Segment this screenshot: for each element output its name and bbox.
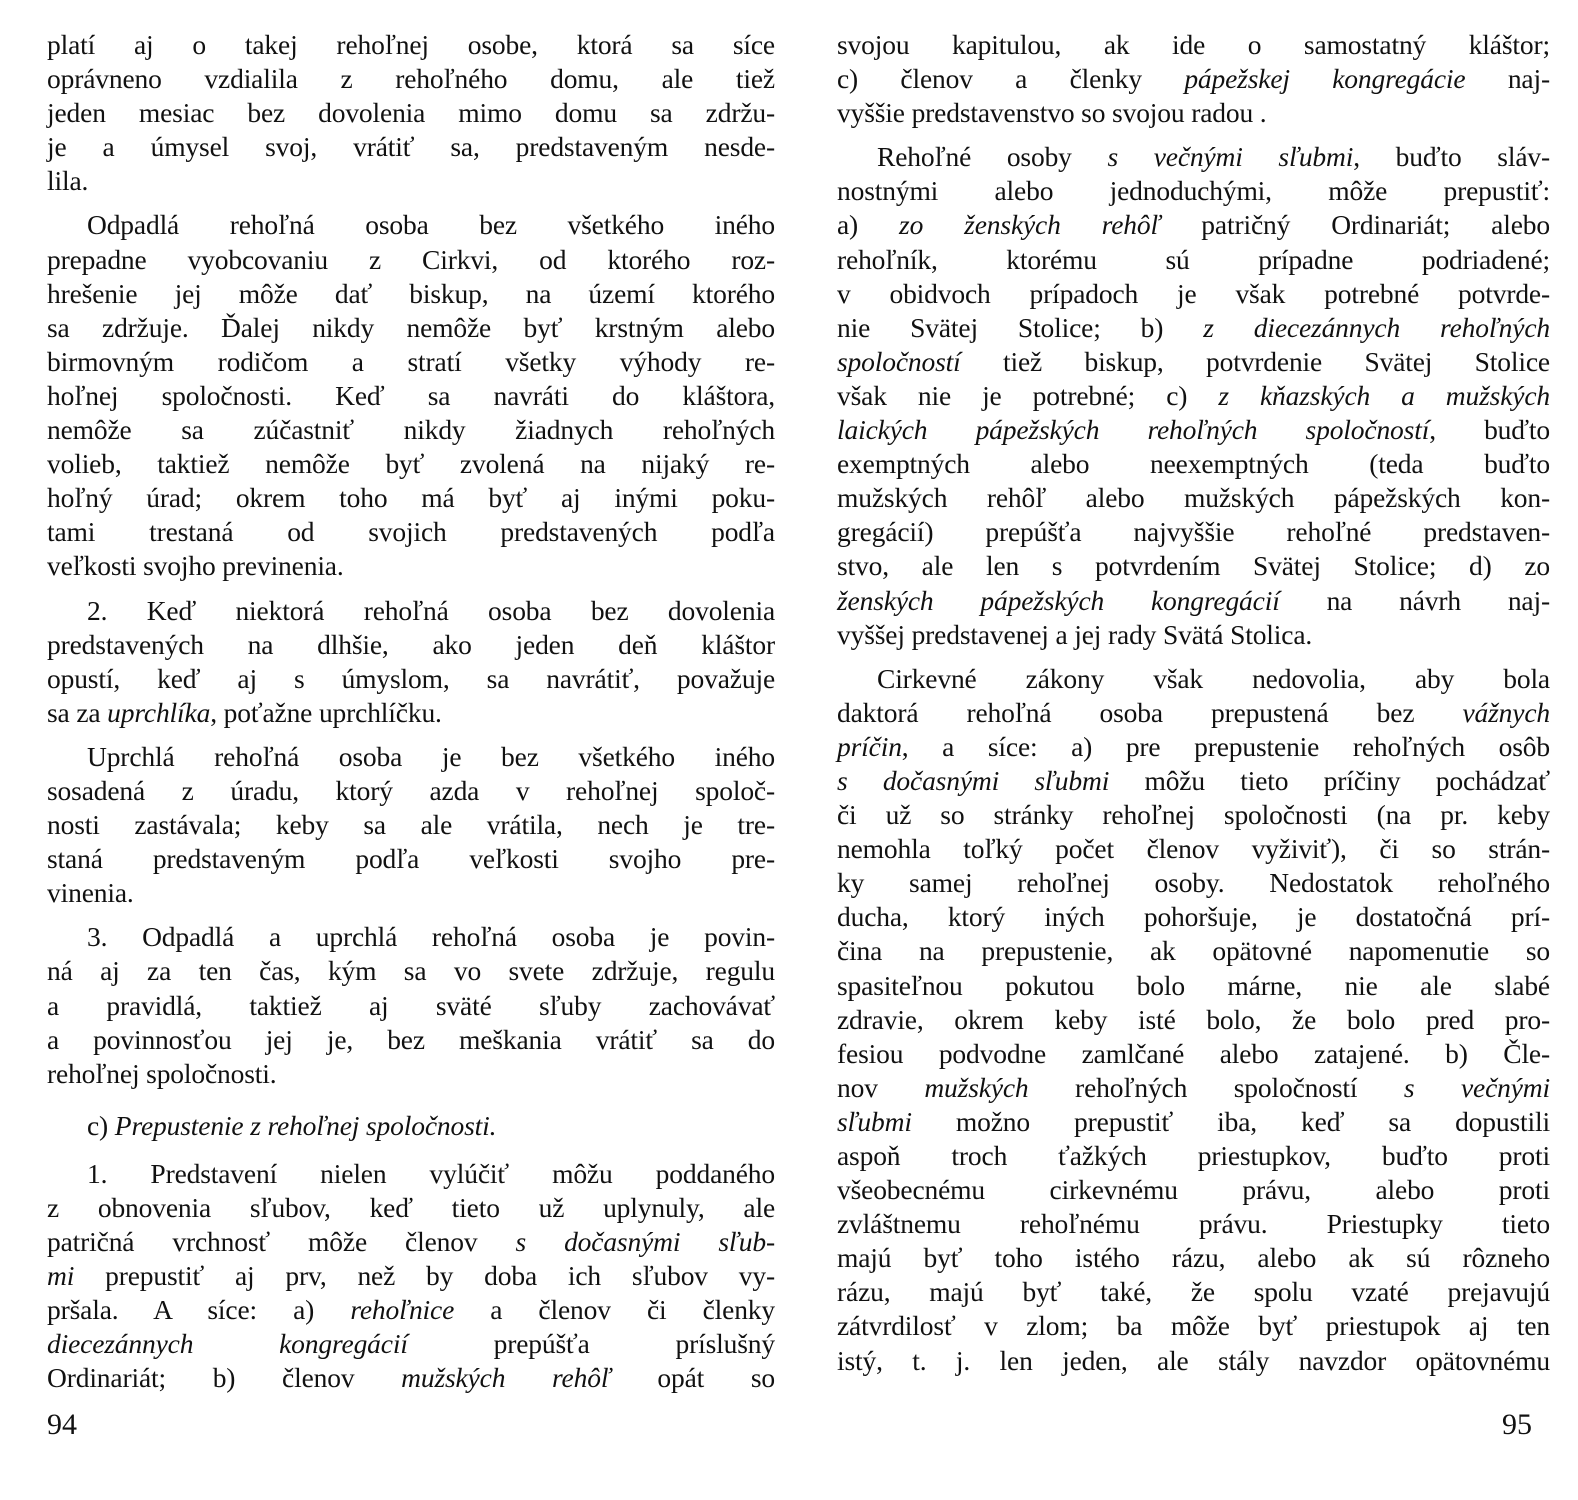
- text-segment: Uprchlá rehoľná osoba je bez všetkého iného: [87, 740, 775, 772]
- text-line: [837, 311, 1550, 345]
- paragraph: [47, 1157, 775, 1396]
- text-line: [47, 1157, 775, 1191]
- text-segment: sa za: [47, 696, 108, 728]
- text-line: [837, 764, 1550, 798]
- text-segment: a pravidlá, taktiež aj sväté sľuby zachovávať: [47, 989, 775, 1021]
- text-line: [47, 740, 775, 774]
- text-segment: daktorá rehoľná osoba prepustená bez: [837, 696, 1463, 728]
- text-line: [47, 413, 775, 447]
- text-segment: môžu tieto príčiny pochádzať: [1109, 764, 1550, 796]
- text-segment: jeden mesiac bez dovolenia mimo domu sa zdržu-: [47, 97, 775, 129]
- text-segment: nemohla toľký počet členov vyživiť), či so strán-: [837, 833, 1550, 865]
- paragraph: [837, 28, 1550, 130]
- text-line: [47, 1259, 775, 1293]
- text-line: [837, 28, 1550, 62]
- text-segment: svojou kapitulou, ak ide o samostatný kláštor;: [837, 29, 1550, 60]
- text-line: [47, 311, 775, 345]
- text-line: [837, 413, 1550, 447]
- text-segment: fesiou podvodne zamlčané alebo zatajené. b) Čle-: [837, 1037, 1550, 1069]
- text-segment: nostnými alebo jednoduchými, môže prepustiť:: [837, 175, 1550, 207]
- text-line: [837, 62, 1550, 96]
- text-segment: , buďto: [1429, 414, 1551, 446]
- text-line: [47, 594, 775, 628]
- paragraph: [47, 208, 775, 583]
- text-segment: 3. Odpadlá a uprchlá rehoľná osoba je povin-: [87, 921, 775, 953]
- text-segment: mužských rehôľ alebo mužských pápežských kon-: [837, 482, 1550, 514]
- italic-text: sľubmi: [837, 1105, 912, 1137]
- text-segment: nie Svätej Stolice; b): [837, 311, 1204, 343]
- text-segment: rázu, majú byť také, že spolu vzaté prejavujú: [837, 1276, 1550, 1308]
- text-line: [837, 1003, 1550, 1037]
- text-line: [47, 28, 775, 62]
- text-line: [837, 1344, 1550, 1378]
- text-line: [47, 549, 775, 583]
- text-line: [47, 164, 775, 198]
- text-segment: istý, t. j. len jeden, ale stály navzdor opätovnému: [837, 1344, 1550, 1376]
- text-line: [837, 798, 1550, 832]
- text-segment: rehoľnej spoločnosti.: [47, 1057, 277, 1089]
- text-line: [47, 662, 775, 696]
- text-line: [837, 730, 1550, 764]
- text-segment: na návrh naj-: [1279, 584, 1550, 616]
- text-segment: a povinnosťou jej je, bez meškania vrátiť sa do: [47, 1023, 775, 1055]
- text-line: [837, 934, 1550, 968]
- italic-text: z kňazských a mužských: [1218, 379, 1550, 411]
- text-line: [47, 842, 775, 876]
- text-line: [47, 876, 775, 910]
- text-segment: vinenia.: [47, 877, 134, 909]
- text-line: [837, 900, 1550, 934]
- text-segment: a členov či členky: [454, 1294, 775, 1326]
- italic-text: mužských rehôľ: [401, 1362, 611, 1394]
- text-segment: rehoľných spoločností: [1028, 1071, 1404, 1103]
- italic-text: príčin: [837, 730, 902, 762]
- text-segment: aspoň troch ťažkých priestupkov, buďto proti: [837, 1140, 1550, 1171]
- italic-text: s dočasnými sľubmi: [837, 764, 1110, 796]
- text-line: [837, 1173, 1550, 1207]
- text-line: [837, 584, 1550, 618]
- italic-text: ženských pápežských kongregácií: [837, 584, 1280, 616]
- text-line: [47, 989, 775, 1023]
- text-line: [837, 515, 1550, 549]
- text-line: [837, 140, 1550, 174]
- text-line: [837, 379, 1550, 413]
- text-segment: čina na prepustenie, ak opätovné napomenutie so: [837, 935, 1550, 967]
- text-segment: , a síce: a) pre prepustenie rehoľných osôb: [901, 730, 1550, 762]
- text-segment: rehoľník, ktorému sú prípadne podriadené;: [837, 243, 1550, 275]
- text-segment: veľkosti svojho previnenia.: [47, 550, 344, 582]
- text-line: [837, 662, 1550, 696]
- text-segment: tami trestaná od svojich predstavených podľa: [47, 516, 775, 548]
- text-segment: volieb, taktiež nemôže byť zvolená na nijaký re-: [47, 448, 775, 480]
- text-segment: nosti zastávala; keby sa ale vrátila, nech je tre-: [47, 809, 775, 841]
- text-line: [47, 62, 775, 96]
- italic-text: rehoľnice: [350, 1294, 455, 1326]
- text-segment: staná predstaveným podľa veľkosti svojho pre-: [47, 843, 775, 875]
- paragraph: [47, 740, 775, 910]
- text-segment: prepúšťa príslušný: [407, 1328, 775, 1360]
- italic-text: uprchlíka: [107, 696, 211, 728]
- text-segment: 2. Keď niektorá rehoľná osoba bez dovolenia: [87, 594, 775, 626]
- text-segment: ducha, ktorý iných pohoršuje, je dostatočná prí-: [837, 901, 1550, 933]
- paragraph: [47, 594, 775, 730]
- text-line: [47, 1327, 775, 1361]
- text-segment: , poťažne uprchlíčku.: [210, 696, 442, 728]
- text-line: [837, 243, 1550, 277]
- text-line: [837, 96, 1550, 130]
- text-line: [47, 1361, 775, 1395]
- text-segment: prepustiť aj prv, než by doba ich sľubov vy-: [74, 1260, 775, 1292]
- text-segment: však nie je potrebné; c): [837, 379, 1219, 411]
- text-line: [837, 549, 1550, 583]
- text-segment: predstavených na dlhšie, ako jeden deň kláštor: [47, 628, 775, 660]
- text-segment: patričná vrchnosť môže členov: [47, 1226, 516, 1258]
- text-segment: z obnovenia sľubov, keď tieto už uplynuly, ale: [47, 1192, 775, 1223]
- text-segment: prepadne vyobcovaniu z Cirkvi, od ktorého roz-: [47, 243, 775, 275]
- italic-text: laických pápežských rehoľných spoločností: [837, 414, 1430, 446]
- paragraph: [47, 28, 775, 198]
- italic-text: mužských: [924, 1071, 1029, 1103]
- text-segment: spasiteľnou pokutou bolo márne, nie ale slabé: [837, 969, 1550, 1001]
- text-segment: gregácií) prepúšťa najvyššie rehoľné predstaven-: [837, 516, 1550, 548]
- italic-text: zo ženských rehôľ: [899, 209, 1161, 241]
- text-segment: patričný Ordinariát; alebo: [1160, 209, 1550, 241]
- text-line: [47, 1023, 775, 1057]
- paragraph: [47, 920, 775, 1090]
- text-line: [837, 866, 1550, 900]
- text-segment: opustí, keď aj s úmyslom, sa navrátiť, považuje: [47, 662, 775, 694]
- text-line: [47, 1057, 775, 1091]
- text-segment: opát so: [610, 1362, 775, 1394]
- text-segment: vyššie predstavenstvo so svojou radou .: [837, 97, 1267, 129]
- text-line: [47, 481, 775, 515]
- text-segment: stvo, ale len s potvrdením Svätej Stolice; d) zo: [837, 550, 1550, 582]
- text-segment: naj-: [1465, 63, 1550, 95]
- text-line: [47, 345, 775, 379]
- text-segment: , buďto sláv-: [1353, 141, 1550, 173]
- text-segment: nemôže sa zúčastniť nikdy žiadnych rehoľných: [47, 414, 775, 446]
- italic-text: vážnych: [1462, 696, 1550, 728]
- text-line: [837, 174, 1550, 208]
- text-line: [47, 447, 775, 481]
- text-segment: majú byť toho istého rázu, alebo ak sú rôzneho: [837, 1242, 1550, 1274]
- text-segment: Ordinariát; b) členov: [47, 1362, 402, 1394]
- italic-text: pápežskej kongregácie: [1184, 63, 1466, 95]
- text-segment: vyššej predstavenej a jej rady Svätá Stolica.: [837, 618, 1313, 650]
- text-line: [837, 1207, 1550, 1241]
- text-segment: zátvrdilosť v zlom; ba môže byť priestupok aj ten: [837, 1310, 1550, 1342]
- text-line: [837, 1309, 1550, 1343]
- text-line: [47, 277, 775, 311]
- text-line: [837, 1139, 1550, 1173]
- text-segment: platí aj o takej rehoľnej osobe, ktorá sa síce: [47, 29, 775, 60]
- text-line: [837, 696, 1550, 730]
- italic-text: s večnými sľubmi: [1107, 141, 1354, 173]
- text-segment: hoľný úrad; okrem toho má byť aj inými poku-: [47, 482, 775, 514]
- text-segment: 1. Predstavení nielen vylúčiť môžu poddaného: [87, 1157, 775, 1189]
- text-segment: zdravie, okrem keby isté bolo, že bolo pred pro-: [837, 1003, 1550, 1035]
- text-line: [837, 277, 1550, 311]
- text-line: [837, 481, 1550, 515]
- text-segment: v obidvoch prípadoch je však potrebné potvrde-: [837, 277, 1550, 309]
- text-segment: Odpadlá rehoľná osoba bez všetkého iného: [87, 209, 775, 241]
- text-segment: Cirkevné zákony však nedovolia, aby bola: [877, 662, 1550, 694]
- text-segment: sosadená z úradu, ktorý azda v rehoľnej spoloč-: [47, 774, 775, 806]
- italic-text: mi: [47, 1260, 75, 1292]
- text-line: [47, 1109, 775, 1143]
- text-line: [47, 130, 775, 164]
- text-line: [837, 1105, 1550, 1139]
- text-line: [837, 832, 1550, 866]
- text-line: [837, 1241, 1550, 1275]
- paragraph: [837, 662, 1550, 1378]
- text-line: [47, 628, 775, 662]
- italic-text: s dočasnými sľub-: [515, 1226, 775, 1258]
- text-line: [47, 243, 775, 277]
- text-segment: tiež biskup, potvrdenie Svätej Stolice: [960, 345, 1550, 377]
- text-segment: pršala. A síce: a): [47, 1294, 351, 1326]
- text-line: [837, 447, 1550, 481]
- text-segment: sa zdržuje. Ďalej nikdy nemôže byť krstným alebo: [47, 311, 775, 343]
- text-line: [47, 1293, 775, 1327]
- text-segment: birmovným rodičom a stratí všetky výhody re-: [47, 345, 775, 377]
- italic-text: Prepustenie z rehoľnej spoločnosti.: [114, 1109, 497, 1141]
- text-line: [47, 96, 775, 130]
- text-segment: hoľnej spoločnosti. Keď sa navráti do kláštora,: [47, 379, 775, 411]
- text-line: [837, 1071, 1550, 1105]
- text-line: [837, 1037, 1550, 1071]
- text-line: [837, 618, 1550, 652]
- left-page: [47, 28, 775, 1406]
- text-line: [837, 969, 1550, 1003]
- text-line: [837, 345, 1550, 379]
- text-line: [47, 379, 775, 413]
- text-line: [837, 208, 1550, 242]
- text-line: [47, 208, 775, 242]
- text-segment: oprávneno vzdialila z rehoľného domu, ale tiež: [47, 63, 775, 95]
- text-line: [837, 1275, 1550, 1309]
- text-line: [47, 920, 775, 954]
- text-segment: c) členov a členky: [837, 63, 1185, 95]
- text-segment: exemptných alebo neexemptných (teda buďto: [837, 448, 1550, 480]
- text-segment: možno prepustiť iba, keď sa dopustili: [911, 1105, 1550, 1137]
- text-segment: či už so stránky rehoľnej spoločnosti (na pr. keby: [837, 799, 1550, 831]
- text-line: [47, 808, 775, 842]
- text-line: [47, 515, 775, 549]
- italic-text: z diecezánnych rehoľných: [1203, 311, 1550, 343]
- text-segment: je a úmysel svoj, vrátiť sa, predstaveným nesde-: [47, 131, 775, 163]
- right-page: [837, 28, 1550, 1388]
- page-number-right: 95: [1502, 1408, 1532, 1441]
- text-segment: všeobecnému cirkevnému právu, alebo proti: [837, 1174, 1550, 1206]
- text-segment: Rehoľné osoby: [877, 141, 1108, 173]
- text-segment: ky samej rehoľnej osoby. Nedostatok rehoľného: [837, 867, 1550, 899]
- text-line: [47, 696, 775, 730]
- text-segment: nov: [837, 1071, 925, 1103]
- text-line: [47, 954, 775, 988]
- paragraph: [837, 140, 1550, 651]
- text-line: [47, 1225, 775, 1259]
- page-number-left: 94: [47, 1408, 77, 1441]
- text-segment: ná aj za ten čas, kým sa vo svete zdržuje, regulu: [47, 955, 775, 987]
- text-line: [47, 774, 775, 808]
- text-segment: lila.: [47, 165, 89, 197]
- text-segment: a): [837, 209, 900, 241]
- text-segment: hrešenie jej môže dať biskup, na území ktorého: [47, 277, 775, 309]
- text-segment: zvláštnemu rehoľnému právu. Priestupky tieto: [837, 1208, 1550, 1240]
- text-segment: c): [87, 1109, 115, 1141]
- italic-text: diecezánnych kongregácií: [47, 1328, 408, 1360]
- text-line: [47, 1191, 775, 1225]
- italic-text: s večnými: [1403, 1071, 1550, 1103]
- italic-text: spoločností: [837, 345, 961, 377]
- section-heading: [47, 1109, 775, 1143]
